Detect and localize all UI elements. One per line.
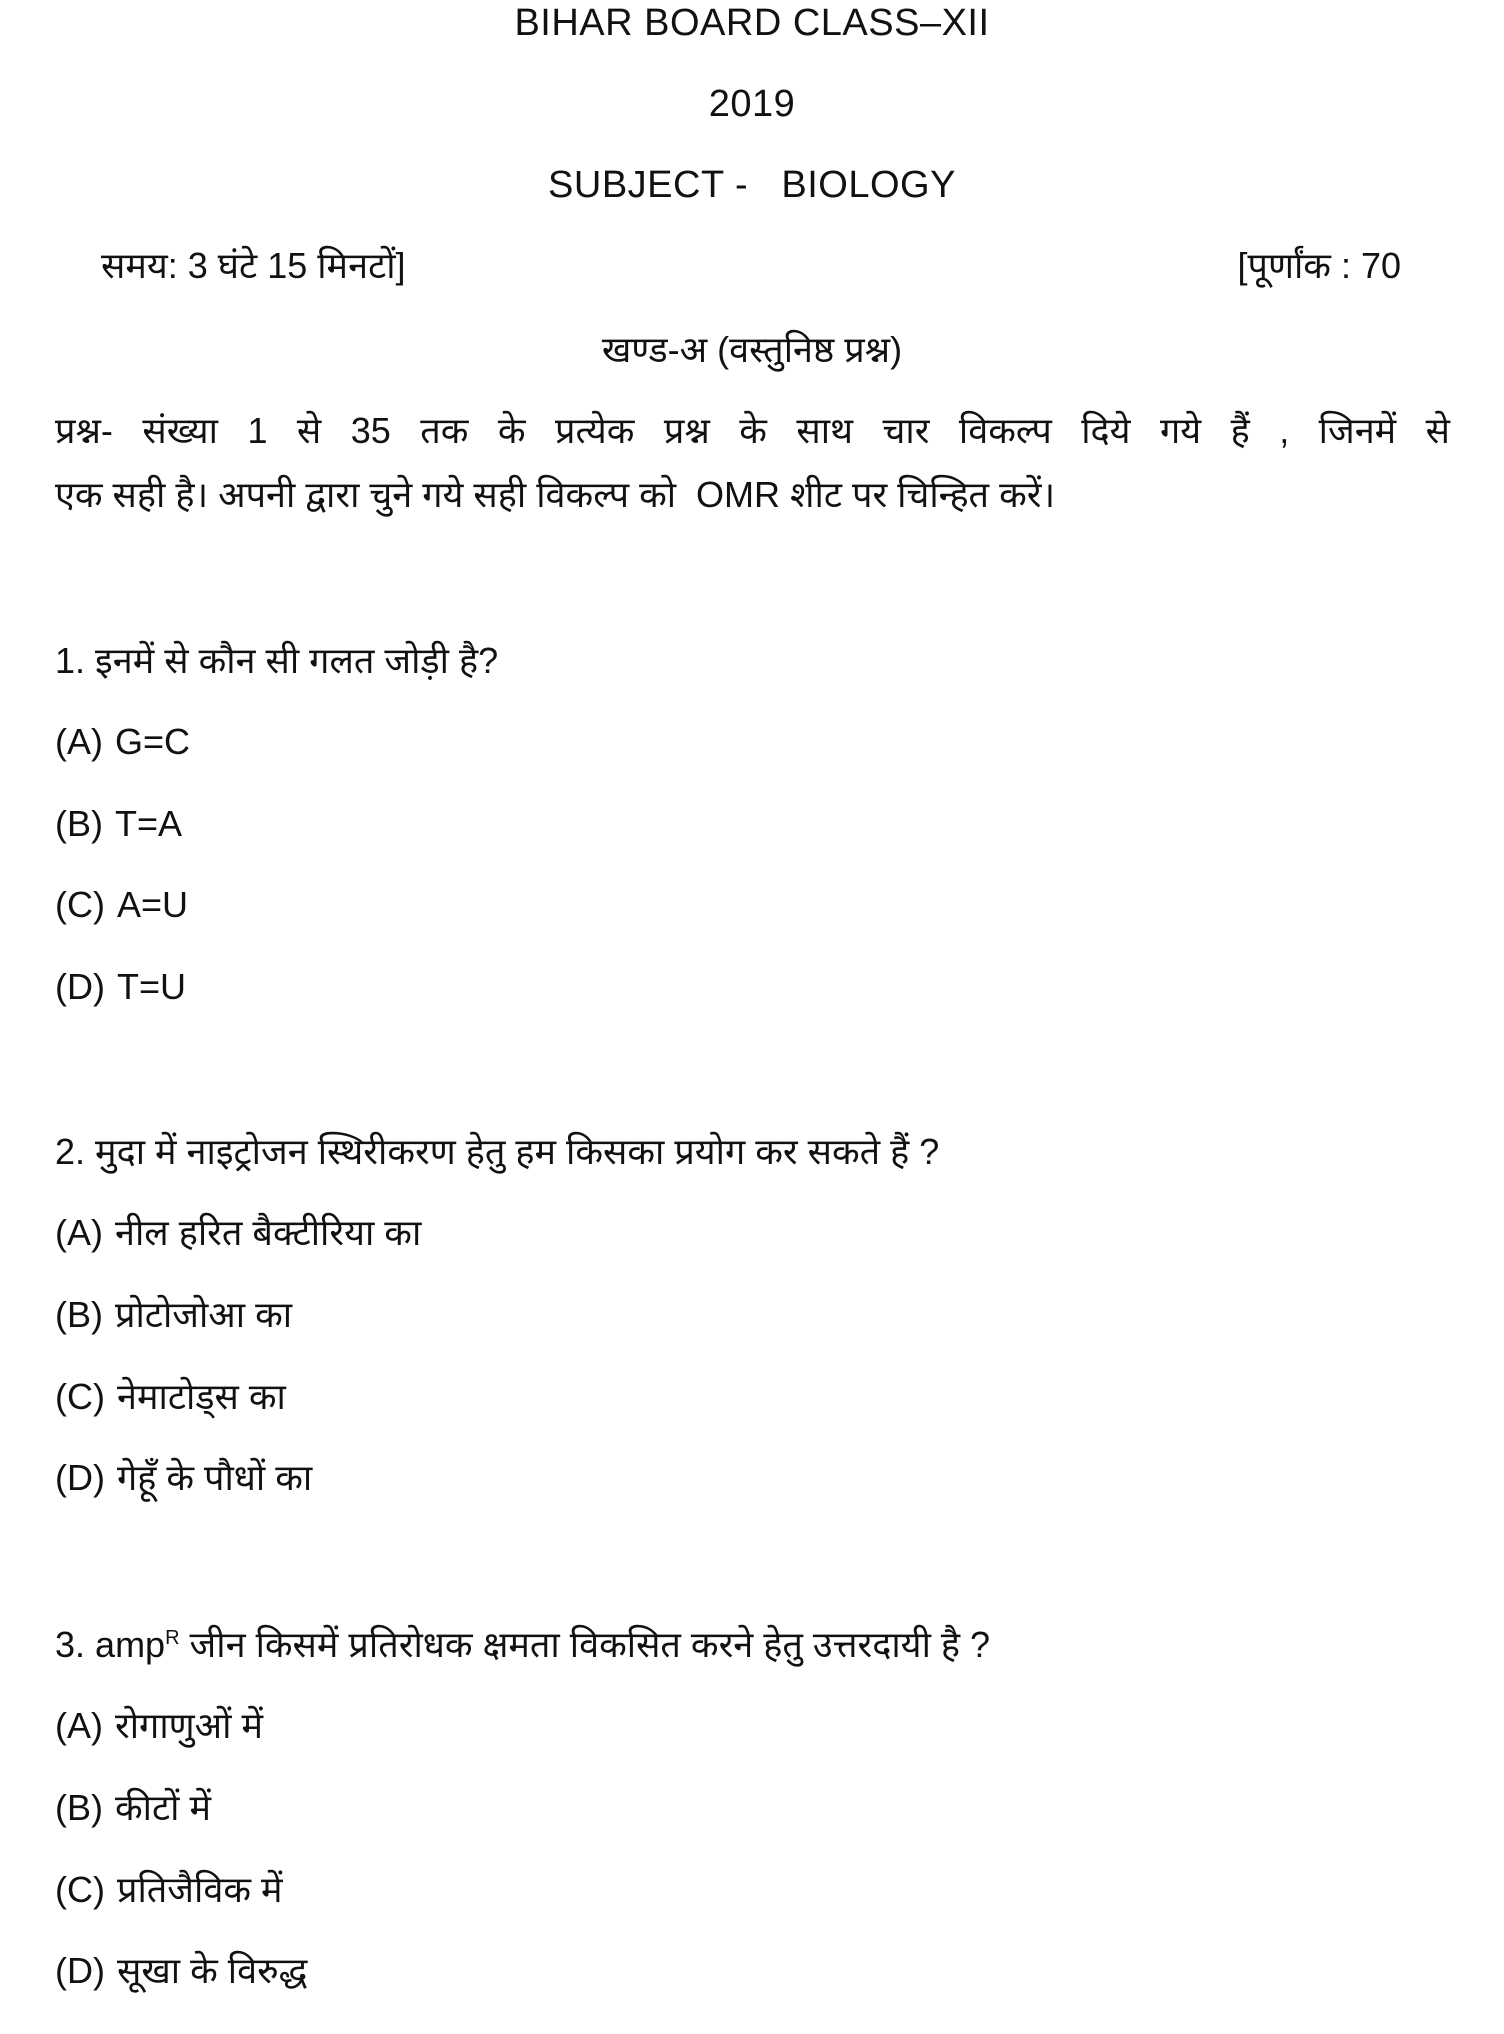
option-text: प्रतिजैविक में: [116, 1869, 283, 1910]
option-2d: [55, 1456, 312, 1500]
option-label: (B): [55, 1787, 103, 1828]
option-3c: [55, 1868, 283, 1912]
question-text: इनमें से कौन सी गलत जोड़ी है?: [95, 640, 499, 681]
option-text: प्रोटोजोआ का: [115, 1294, 293, 1335]
full-marks: [पूर्णांक : 70: [1237, 245, 1401, 286]
exam-year: 2019: [708, 83, 796, 125]
question-number: 2.: [55, 1131, 86, 1172]
option-label: (C): [55, 884, 105, 925]
option-label: (D): [55, 1950, 105, 1991]
option-3b: [55, 1786, 211, 1830]
option-text: A=U: [116, 884, 189, 925]
option-text: G=C: [115, 721, 191, 762]
option-label: (A): [55, 1212, 103, 1253]
subject-title: SUBJECT - BIOLOGY: [548, 164, 956, 206]
question-3: [55, 1623, 990, 1667]
superscript: R: [165, 1627, 180, 1649]
time-allowed: समय: 3 घंटे 15 मिनटों]: [101, 245, 406, 286]
option-label: (C): [55, 1869, 105, 1910]
option-1a: [55, 720, 190, 764]
board-title: BIHAR BOARD CLASS–XII: [514, 2, 990, 44]
option-label: (B): [55, 803, 103, 844]
question-text: मुदा में नाइट्रोजन स्थिरीकरण हेतु हम किसका प्रयोग कर सकते हैं ?: [95, 1131, 940, 1172]
option-label: (B): [55, 1294, 103, 1335]
question-text: जीन किसमें प्रतिरोधक क्षमता विकसित करने हेतु उत्तरदायी है ?: [189, 1624, 991, 1665]
instructions-line-1: प्रश्न- संख्या 1 से 35 तक के प्रत्येक प्रश्न के साथ चार विकल्प दिये गये हैं , जिनमें से: [55, 410, 1450, 451]
option-text: रोगाणुओं में: [115, 1705, 263, 1746]
question-1: [55, 639, 498, 683]
option-1b: [55, 802, 182, 846]
option-text: नेमाटोड्स का: [116, 1376, 286, 1417]
option-text: गेहूँ के पौधों का: [116, 1457, 313, 1498]
option-2b: [55, 1293, 292, 1337]
option-label: (A): [55, 1705, 103, 1746]
section-title: खण्ड-अ (वस्तुनिष्ठ प्रश्न): [601, 329, 903, 370]
question-2: [55, 1130, 939, 1174]
option-text: कीटों में: [115, 1787, 211, 1828]
option-text: नील हरित बैक्टीरिया का: [115, 1212, 422, 1253]
question-number: 3.: [55, 1624, 86, 1665]
instructions-line-2: एक सही है। अपनी द्वारा चुने गये सही विकल्प को OMR शीट पर चिन्हित करें।: [55, 474, 1056, 515]
option-label: (D): [55, 1457, 105, 1498]
option-1c: [55, 883, 188, 927]
option-1d: [55, 965, 186, 1009]
option-label: (C): [55, 1376, 105, 1417]
option-2a: [55, 1211, 421, 1255]
option-text: T=U: [116, 966, 186, 1007]
question-prefix: amp: [95, 1624, 166, 1665]
option-3d: [55, 1949, 307, 1993]
question-number: 1.: [55, 640, 86, 681]
option-text: सूखा के विरुद्ध: [116, 1950, 308, 1991]
option-label: (A): [55, 721, 103, 762]
option-text: T=A: [115, 803, 183, 844]
option-2c: [55, 1375, 286, 1419]
option-label: (D): [55, 966, 105, 1007]
option-3a: [55, 1704, 263, 1748]
